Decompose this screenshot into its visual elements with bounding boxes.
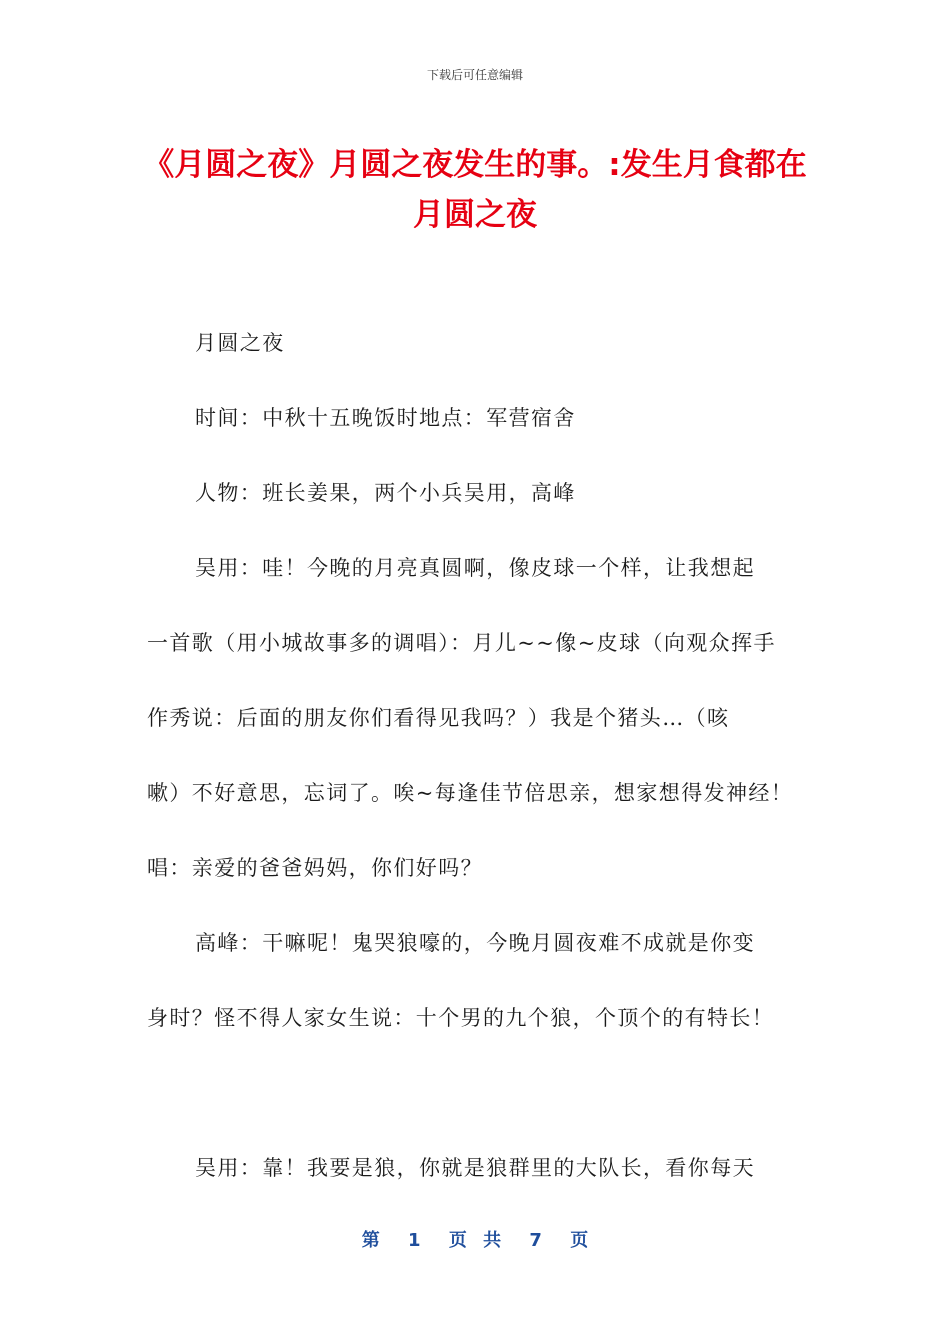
- paragraph-gap: [147, 1070, 827, 1145]
- paragraph-line: 吴用：哇！今晚的月亮真圆啊，像皮球一个样，让我想起: [195, 556, 755, 580]
- page-footer: [0, 1226, 950, 1252]
- paragraph-line: 人物：班长姜果，两个小兵吴用，高峰: [195, 481, 576, 505]
- paragraph-line: 唱：亲爱的爸爸妈妈，你们好吗？: [147, 856, 483, 880]
- paragraph-line: 月圆之夜: [195, 331, 285, 355]
- paragraph-line: 身时？怪不得人家女生说：十个男的九个狼，个顶个的有特长！: [147, 1006, 775, 1030]
- footer-current-page: 1: [408, 1230, 421, 1251]
- footer-total-pages: 7: [529, 1230, 542, 1251]
- document-title: 《月圆之夜》月圆之夜发生的事。:发生月食都在月圆之夜: [143, 147, 807, 233]
- footer-label-of: 页 共: [448, 1230, 502, 1251]
- footer-label-page: 第: [361, 1230, 380, 1251]
- document-body: [147, 320, 827, 1220]
- paragraph-line: 嗽）不好意思，忘词了。唉~每逢佳节倍思亲，想家想得发神经！: [147, 781, 794, 805]
- paragraph-line: 高峰：干嘛呢！鬼哭狼嚎的，今晚月圆夜难不成就是你变: [195, 931, 755, 955]
- paragraph-line: 作秀说：后面的朋友你们看得见我吗？）我是个猪头…（咳: [147, 706, 730, 730]
- footer-label-end: 页: [570, 1230, 589, 1251]
- paragraph-line: 一首歌（用小城故事多的调唱）：月儿~~像~皮球（向观众挥手: [147, 631, 776, 655]
- paragraph-line: 吴用：靠！我要是狼，你就是狼群里的大队长，看你每天: [195, 1156, 755, 1180]
- paragraph-line: 时间：中秋十五晚饭时地点：军营宿舍: [195, 406, 576, 430]
- header-note: 下载后可任意编辑: [426, 68, 523, 82]
